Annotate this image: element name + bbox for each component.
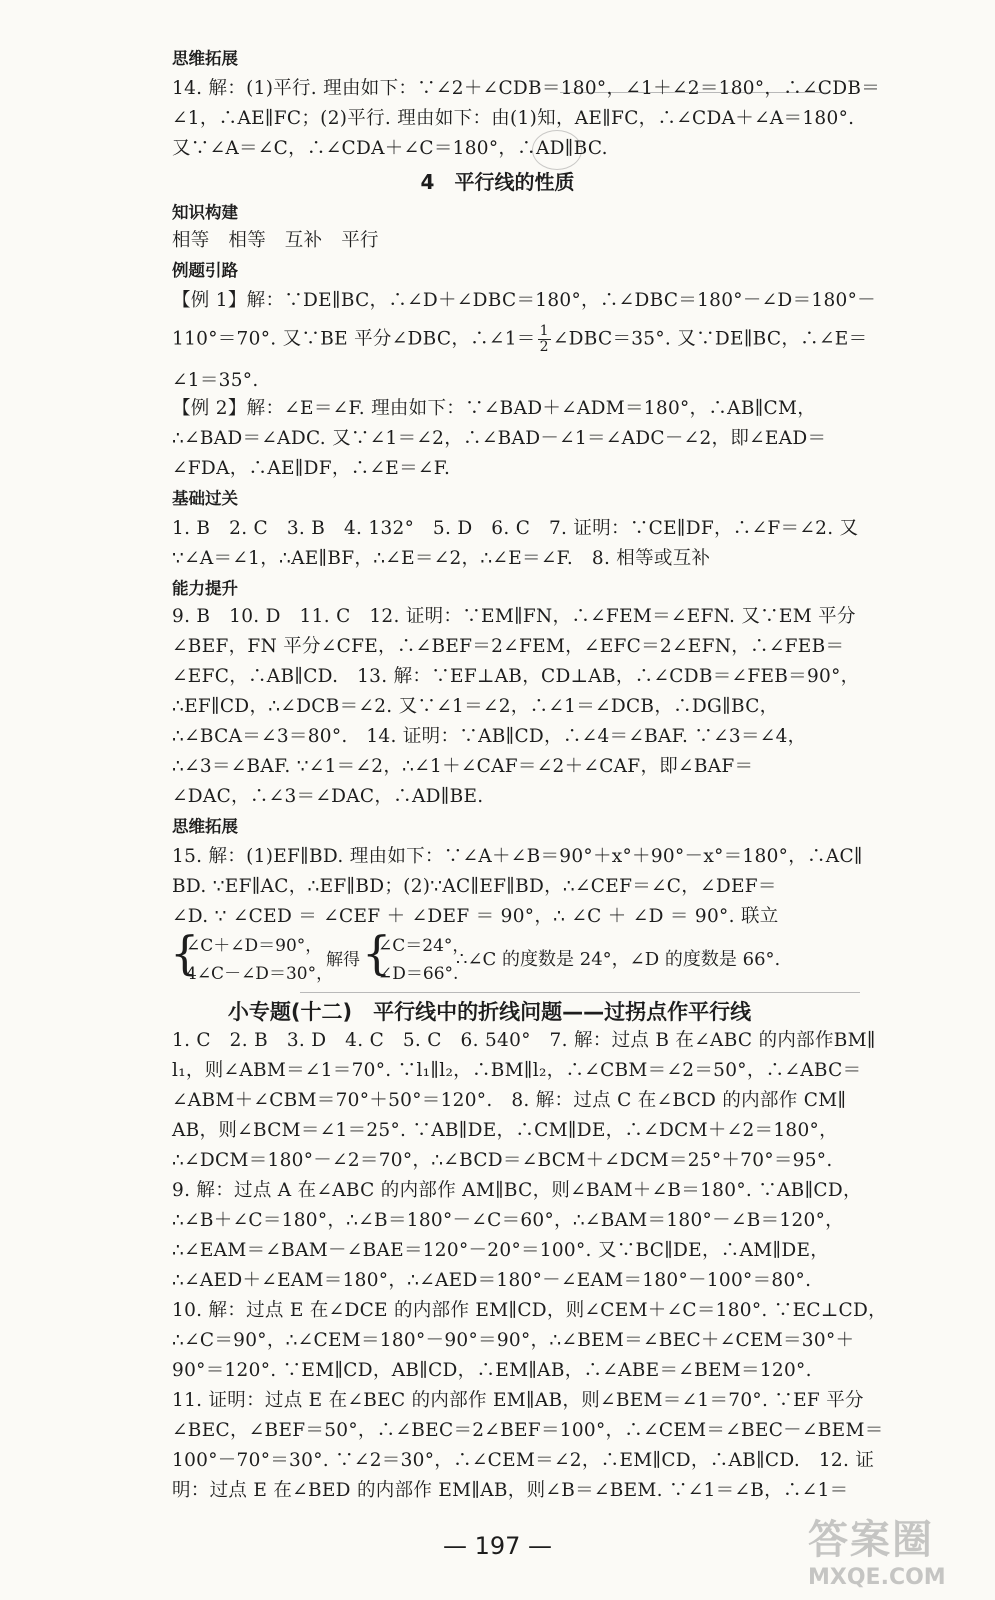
solve-word: 解得 (326, 950, 360, 970)
answer-line: 9. 解：过点 A 在∠ABC 的内部作 AM∥BC，则∠BAM＋∠B＝180°. ∵AB∥CD， (172, 1180, 862, 1201)
answer-line: ∠DAC，∴∠3＝∠DAC，∴AD∥BE. (172, 786, 484, 807)
section-title-thinking-2: 思维拓展 (172, 817, 238, 836)
answer-line: 100°－70°＝30°. ∵∠2＝30°，∴∠CEM＝∠2，∴EM∥CD，∴AB∥CD. 12. 证 (172, 1450, 875, 1471)
text-segment: 110°＝70°. 又∵BE 平分∠DBC，∴∠1＝ (172, 328, 536, 350)
section-title-knowledge: 知识构建 (172, 203, 238, 222)
answer-line: 90°＝120°. ∵EM∥CD，AB∥CD，∴EM∥AB，∴∠ABE＝∠BEM＝120°. (172, 1360, 812, 1381)
section-title-thinking: 思维拓展 (172, 49, 238, 68)
system-brace-right: { (362, 926, 392, 980)
watermark-url: MXQE.COM (808, 1565, 946, 1590)
equation: ∠C＋∠D＝90°， (186, 936, 323, 956)
answer-line: ∴∠BAD＝∠ADC. 又∵∠1＝∠2，∴∠BAD－∠1＝∠ADC－∠2，即∠EAD＝ (172, 428, 827, 449)
fraction-numerator: 1 (539, 323, 549, 339)
fraction-denominator: 2 (539, 339, 549, 355)
answer-line: ∴∠C＝90°，∴∠CEM＝180°－90°＝90°，∴∠BEM＝∠BEC＋∠CEM＝30°＋ (172, 1330, 855, 1351)
answer-line: ∠BEC，∠BEF＝50°，∴∠BEC＝2∠BEF＝100°，∴∠CEM＝∠BEC－∠BEM＝ (172, 1420, 884, 1441)
answer-line: 14. 解：(1)平行. 理由如下：∵∠2＋∠CDB＝180°，∠1＋∠2＝180°，∴∠CDB＝ (172, 78, 881, 99)
example-1-fraction-line (172, 324, 867, 355)
answer-line: ∠FDA，∴AE∥DF，∴∠E＝∠F. (172, 458, 451, 479)
text-segment: ∠DBC＝35°. 又∵DE∥BC，∴∠E＝ (552, 328, 868, 350)
answer-line: 15. 解：(1)EF∥BD. 理由如下：∵∠A＋∠B＝90°＋x°＋90°－x°＝180°，∴AC∥ (172, 846, 863, 867)
answer-line: ∴∠AED＋∠EAM＝180°，∴∠AED＝180°－∠EAM＝180°－100°＝80°. (172, 1270, 812, 1291)
section-title-examples: 例题引路 (172, 261, 238, 280)
answer-line: ∠1，∴AE∥FC；(2)平行. 理由如下：由(1)知，AE∥FC，∴∠CDA＋∠A＝180°. (172, 108, 855, 129)
conclusion-text: ∴∠C 的度数是 24°，∠D 的度数是 66°. (456, 949, 781, 970)
answer-line: 9. B 10. D 11. C 12. 证明：∵EM∥FN，∴∠FEM＝∠EFN. 又∵EM 平分 (172, 606, 856, 627)
answer-line: ∴∠3＝∠BAF. ∵∠1＝∠2，∴∠1＋∠CAF＝∠2＋∠CAF，即∠BAF＝ (172, 756, 754, 777)
answer-line: ∴∠DCM＝180°－∠2＝70°，∴∠BCD＝∠BCM＋∠DCM＝25°＋70°＝95°. (172, 1150, 833, 1171)
answer-line: 相等 相等 互补 平行 (172, 230, 379, 251)
page-number: — 197 — (442, 1532, 553, 1560)
equation: 4∠C－∠D＝30°， (186, 964, 334, 984)
answer-line: ∴∠BCA＝∠3＝80°. 14. 证明：∵AB∥CD，∴∠4＝∠BAF. ∵∠3＝∠4， (172, 726, 807, 747)
watermark-logo (808, 1508, 983, 1588)
answer-line: BD. ∵EF∥AC，∴EF∥BD；(2)∵AC∥EF∥BD，∴∠CEF＝∠C，∠DEF＝ (172, 876, 777, 897)
answer-line: ∵∠A＝∠1，∴AE∥BF，∴∠E＝∠2，∴∠E＝∠F. 8. 相等或互补 (172, 548, 711, 569)
answer-line: 1. C 2. B 3. D 4. C 5. C 6. 540° 7. 解：过点 B 在∠ABC 的内部作BM∥ (172, 1030, 876, 1051)
section-title-advanced: 能力提升 (172, 579, 238, 598)
chapter-title: 4 平行线的性质 (420, 170, 575, 194)
answer-line: ∠ABM＋∠CBM＝70°＋50°＝120°. 8. 解：过点 C 在∠BCD 的内部作 CM∥ (172, 1090, 847, 1111)
answer-line: 1. B 2. C 3. B 4. 132° 5. D 6. C 7. 证明：∵CE∥DF，∴∠F＝∠2. 又 (172, 518, 859, 539)
equation-system-given (186, 932, 333, 988)
answer-line: 【例 2】解：∠E＝∠F. 理由如下：∵∠BAD＋∠ADM＝180°，∴AB∥CM， (172, 398, 817, 419)
answer-line: ∠1＝35°. (172, 370, 259, 391)
answer-line: AB，则∠BCM＝∠1＝25°. ∵AB∥DE，∴CM∥DE，∴∠DCM＋∠2＝180°， (172, 1120, 838, 1141)
equation: ∠C＝24°， (378, 936, 470, 956)
answer-line: ∠BEF，FN 平分∠CFE，∴∠BEF＝2∠FEM，∠EFC＝2∠EFN，∴∠FEB＝ (172, 636, 845, 657)
answer-line: ∴∠EAM＝∠BAM－∠BAE＝120°－20°＝100°. 又∵BC∥DE，∴AM∥DE， (172, 1240, 830, 1261)
equation: ∠D＝66°. (378, 964, 459, 984)
section-title-basic: 基础过关 (172, 489, 238, 508)
answer-line: 又∵∠A＝∠C，∴∠CDA＋∠C＝180°，∴AD∥BC. (172, 138, 608, 159)
answer-line: ∠EFC，∴AB∥CD. 13. 解：∵EF⊥AB，CD⊥AB，∴∠CDB＝∠FEB＝90°， (172, 666, 860, 687)
watermark-text: 答案圈 (808, 1517, 934, 1563)
system-brace-left: { (170, 926, 200, 980)
answer-line: ∴∠B＋∠C＝180°，∴∠B＝180°－∠C＝60°，∴∠BAM＝180°－∠B＝120°， (172, 1210, 844, 1231)
fraction (538, 324, 551, 355)
answer-line: 11. 证明：过点 E 在∠BEC 的内部作 EM∥AB，则∠BEM＝∠1＝70°. ∵EF 平分 (172, 1390, 864, 1411)
topic-title: 小专题(十二) 平行线中的折线问题——过拐点作平行线 (227, 1000, 752, 1024)
answer-line: 明：过点 E 在∠BED 的内部作 EM∥AB，则∠B＝∠BEM. ∵∠1＝∠B，∴∠1＝ (172, 1480, 849, 1501)
answer-line: l₁，则∠ABM＝∠1＝70°. ∵l₁∥l₂，∴BM∥l₂，∴∠CBM＝∠2＝50°，∴∠ABC＝ (172, 1060, 862, 1081)
divider-rule (300, 992, 860, 993)
example-1-line: 【例 1】解：∵DE∥BC，∴∠D＋∠DBC＝180°，∴∠DBC＝180°－∠D＝180°－ (172, 290, 876, 311)
answer-line: ∴EF∥CD，∴∠DCB＝∠2. 又∵∠1＝∠2，∴∠1＝∠DCB，∴DG∥BC， (172, 696, 779, 717)
answer-line: ∠D. ∵ ∠CED ＝ ∠CEF ＋ ∠DEF ＝ 90°，∴ ∠C ＋ ∠D ＝ 90°. 联立 (172, 906, 779, 927)
answer-line: 10. 解：过点 E 在∠DCE 的内部作 EM∥CD，则∠CEM＋∠C＝180°. ∵EC⊥CD， (172, 1300, 887, 1321)
